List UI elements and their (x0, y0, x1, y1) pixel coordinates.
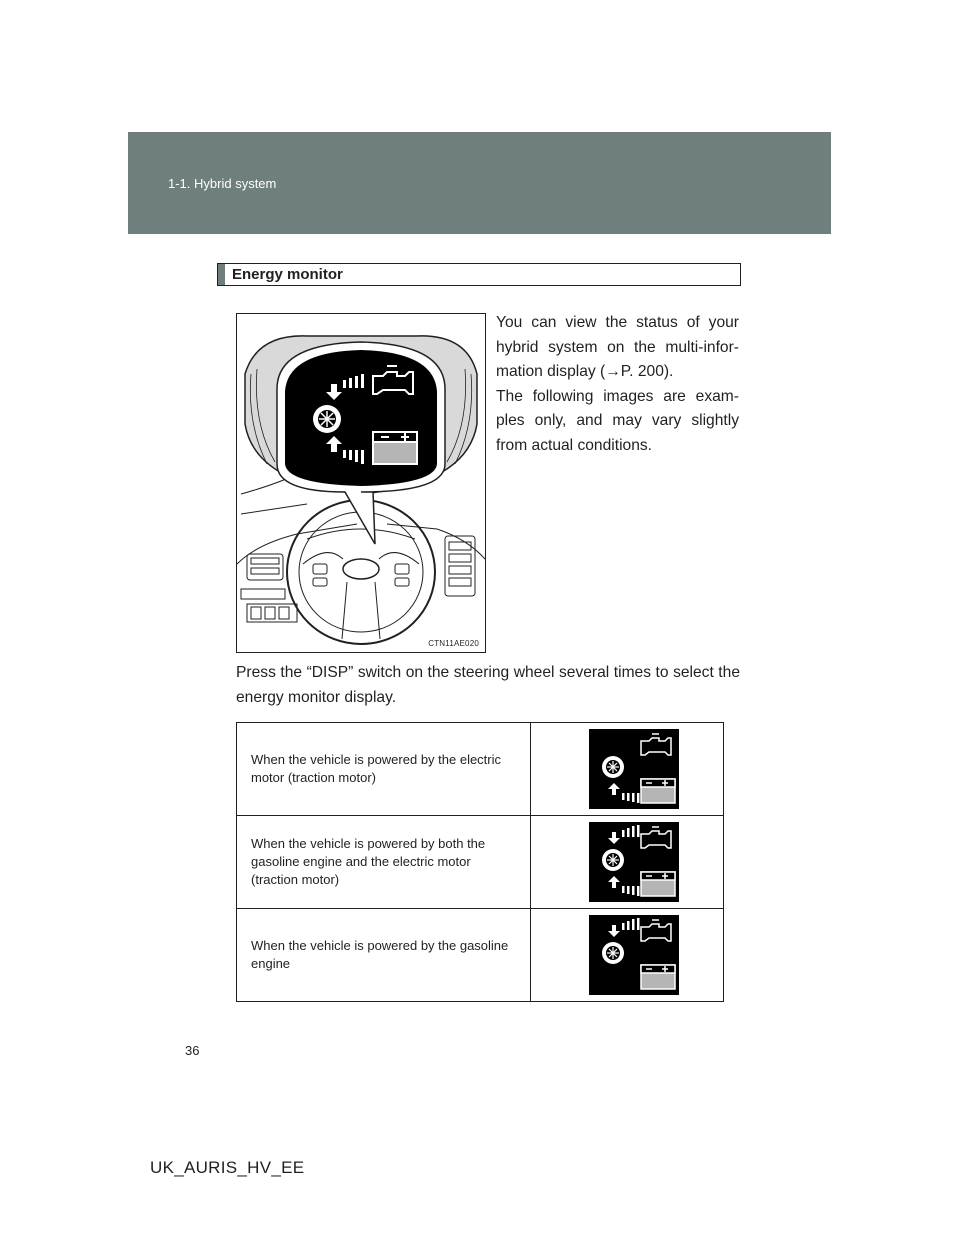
energy-monitor-electric-icon (589, 729, 679, 809)
dashboard-drawing (237, 314, 485, 652)
mode-image-cell (531, 723, 724, 816)
table-row (237, 909, 724, 1002)
mode-image-cell (531, 816, 724, 909)
mode-description: When the vehicle is powered by the electric motor (traction motor) (237, 723, 531, 816)
energy-monitor-hybrid-icon (589, 822, 679, 902)
footer-code: UK_AURIS_HV_EE (150, 1158, 305, 1177)
table-row (237, 816, 724, 909)
mode-image-cell (531, 909, 724, 1002)
section-heading-tab (218, 264, 225, 285)
section-heading-bar (217, 263, 741, 286)
mode-description: When the vehicle is powered by both the gasoline engine and the electric motor (traction motor) (237, 816, 531, 909)
instruction-text: Press the “DISP” switch on the steering wheel several times to select the energy monitor display. (236, 664, 740, 706)
intro-paragraph: You can view the status of your hybrid system on the multi-infor-mation display (→P. 200). (496, 314, 739, 380)
energy-monitor-engine-icon (589, 915, 679, 995)
header-section-label: 1-1. Hybrid system (168, 176, 277, 191)
mode-description: When the vehicle is powered by the gasoline engine (237, 909, 531, 1002)
illustration-code: CTN11AE020 (428, 639, 479, 648)
example-note-paragraph: The following images are exam-ples only, and may vary slightly from actual conditions. (496, 387, 739, 454)
table-row (237, 723, 724, 816)
energy-mode-table (236, 722, 724, 1002)
intro-text (496, 311, 739, 458)
section-title: Energy monitor (232, 266, 343, 283)
page-header (128, 132, 831, 234)
page-number: 36 (185, 1043, 200, 1058)
dashboard-illustration (236, 313, 486, 653)
